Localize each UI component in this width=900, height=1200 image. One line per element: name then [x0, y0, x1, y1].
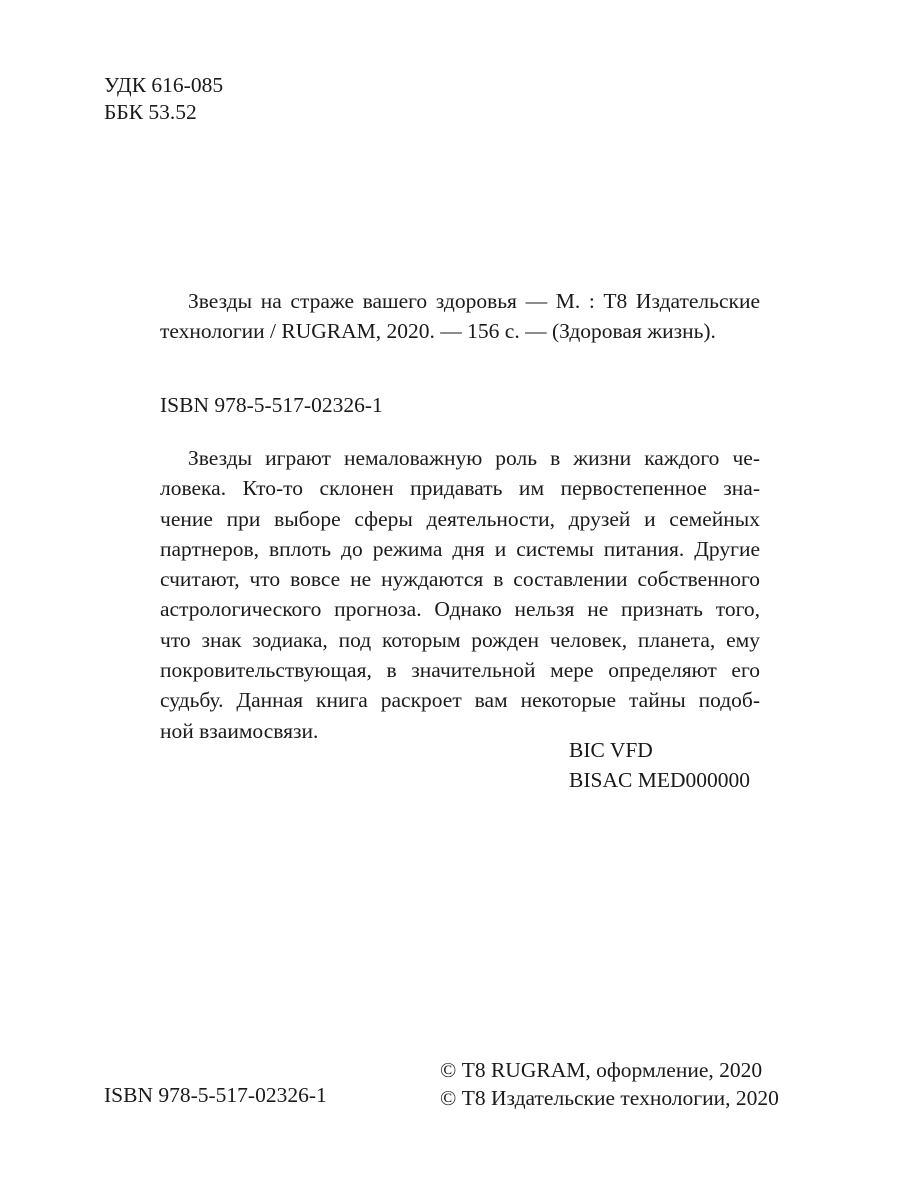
- abstract-line: чение при выборе сферы деятельности, друзей и семейных: [160, 506, 760, 531]
- abstract-line: партнеров, вплоть до режима дня и системы питания. Другие: [160, 536, 760, 561]
- copyright-line: © Т8 Издательские технологии, 2020: [440, 1086, 779, 1110]
- bic-code: BIC VFD: [569, 738, 653, 762]
- abstract-line: ной взаимосвязи.: [160, 718, 319, 743]
- abstract-line: астрологического прогноза. Однако нельзя не признать того,: [160, 597, 760, 622]
- bibliographic-record: [160, 286, 760, 346]
- bibliographic-line-2: технологии / RUGRAM, 2020. — 156 с. — (Здоровая жизнь).: [160, 319, 716, 343]
- abstract: [160, 443, 760, 746]
- udk-code: УДК 616-085: [104, 73, 224, 97]
- classification-codes: [104, 72, 223, 126]
- abstract-line: что знак зодиака, под которым рожден человек, планета, ему: [160, 627, 760, 652]
- copyright-line: © Т8 RUGRAM, оформление, 2020: [440, 1058, 763, 1082]
- abstract-line: Звезды играют немаловажную роль в жизни каждого че-: [188, 446, 760, 470]
- abstract-line: судьбу. Данная книга раскроет вам некоторые тайны подоб-: [160, 688, 760, 713]
- isbn-main: ISBN 978-5-517-02326-1: [160, 393, 383, 417]
- abstract-line: считают, что вовсе не нуждаются в составлении собственного: [160, 567, 760, 592]
- copyright-notices: [440, 1056, 779, 1112]
- abstract-line: покровительствующая, в значительной мере определяют его: [160, 658, 760, 683]
- bbk-code: ББК 53.52: [104, 100, 197, 124]
- abstract-line: ловека. Кто-то склонен придавать им первостепенное зна-: [160, 476, 760, 501]
- subject-codes: [569, 735, 750, 795]
- bisac-code: BISAC MED000000: [569, 768, 750, 792]
- bibliographic-line-1: Звезды на страже вашего здоровья — М. : Т8 Издательские: [188, 289, 760, 313]
- isbn-footer: ISBN 978-5-517-02326-1: [104, 1083, 327, 1107]
